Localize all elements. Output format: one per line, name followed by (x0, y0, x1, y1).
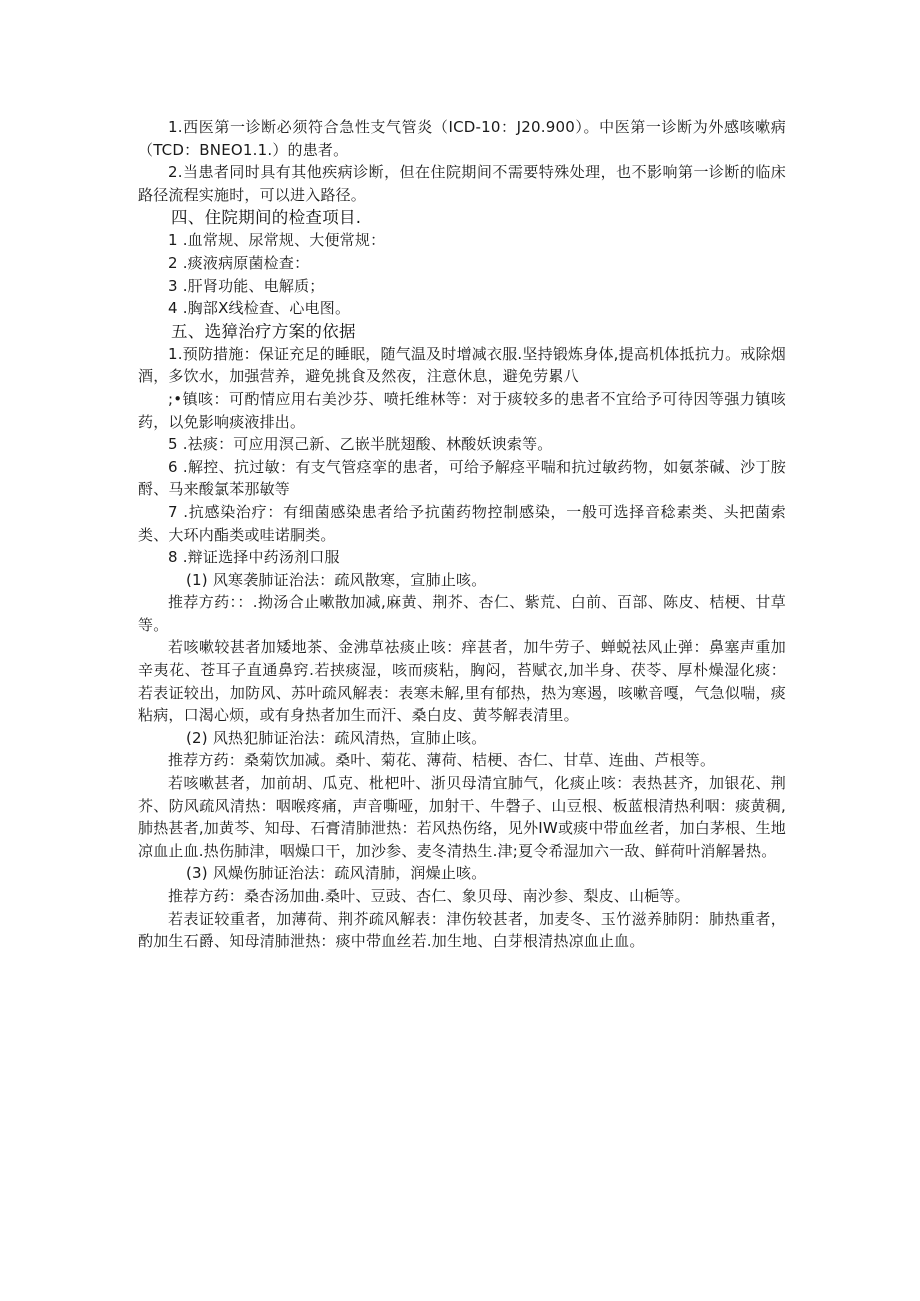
paragraph: 1.西医第一诊断必须符合急性支气管炎（ICD-10：J20.900）。中医第一诊断为外感咳嗽病（TCD：BNEO1.1.）的患者。 (138, 118, 786, 159)
paragraph: 若咳嗽甚者，加前胡、瓜克、枇杷叶、浙贝母清宜肺气，化痰止咳：表热甚齐，加银花、荆芥、防风疏风清热：咽喉疼痛，声音嘶哑，加射干、牛磬子、山豆根、板蓝根清热利咽：痰黄稠,肺热甚者,加黄芩、知母、石膏清肺泄热：若风热伤络，见外IW或痰中带血丝者，加白茅根、生地凉血止血.热伤肺津，咽燥口干，加沙参、麦冬清热生.津;夏令希湿加六一敌、鲜荷叶消解暑热。 (138, 774, 786, 860)
paragraph: 5 .祛痰：可应用溟己新、乙嵌半胱翅酸、林酸妖谀索等。 (168, 435, 553, 454)
paragraph: 3 .肝肾功能、电解质； (168, 276, 325, 295)
paragraph: 6 .解控、抗过敏：有支气管痉挛的患者，可给予解痉平喘和抗过敏药物，如氨茶碱、沙丁胺酹、马来酸氯苯那敏等 (138, 457, 786, 499)
document-body (138, 116, 786, 953)
paragraph: 1 .血常规、尿常规、大便常规： (168, 231, 386, 250)
paragraph: 推荐方药：：.拗汤合止嗽散加减,麻黄、荆芥、杏仁、紫荒、白前、百部、陈皮、桔梗、甘草等。 (138, 593, 786, 634)
paragraph: 8 .辩证选择中药汤剂口服 (168, 548, 340, 567)
syndrome-heading: (1) 风寒袭肺证治法：疏风散寒，宣肺止咳。 (186, 570, 487, 589)
paragraph: 推荐方药：桑菊饮加减。桑叶、菊花、薄荷、桔梗、杏仁、甘草、连曲、芦根等。 (168, 751, 716, 770)
paragraph: 4 .胸部X线检查、心电图。 (168, 299, 351, 318)
section-heading: 五、选獐治疗方案的依据 (171, 321, 356, 341)
paragraph: 若咳嗽较甚者加矮地茶、金沸草祛痰止咳：痒甚者，加牛劳子、蝉蜕祛风止弹：鼻塞声重加辛夷花、苍耳子直通鼻窍.若挟痰湿，咳而痰粘，胸闷，苔赋衣,加半身、茯苓、厚朴燥湿化痰：若表证较出，加防风、苏叶疏风解表：表寒未解,里有郁热，热为寒遏，咳嗽音嘎，气急似喘，痰粘病，口渴心烦，或有身热者加生而汗、桑白皮、黄芩解表清里。 (138, 638, 786, 725)
paragraph: 2 .痰液病原菌检查： (168, 253, 310, 272)
paragraph: 1.预防措施：保证充足的睡眠，随气温及时增减衣服.坚持锻炼身体,提高机体抵抗力。戒除烟酒，多饮水，加强营养，避免挑食及然夜，注意休息，避免劳累八 (138, 344, 786, 386)
paragraph: ;•镇咳：可酌情应用右美沙芬、喷托维林等：对于痰较多的患者不宜给予可待因等强力镇咳药，以免影响痰液排出。 (138, 389, 786, 431)
section-heading: 四、住院期间的检查项目. (171, 208, 362, 228)
paragraph: 推荐方药：桑杏汤加曲.桑叶、豆豉、杏仁、象贝母、南沙参、梨皮、山梔等。 (168, 887, 690, 905)
paragraph: 2.当患者同时具有其他疾病诊断，但在住院期间不需要特殊处理，也不影响第一诊断的临床路径流程实施时，可以进入路径。 (138, 163, 786, 204)
paragraph: 7 .抗感染治疗：有细菌感染患者给予抗菌药物控制感染，一般可选择音稔素类、头把菌索类、大环内酯类或哇诺胴类。 (138, 502, 786, 544)
syndrome-heading: (3) 风燥伤肺证治法：疏风清肺，润燥止咳。 (186, 864, 487, 883)
paragraph: 若表证较重者，加薄荷、荆芥疏风解表：津伤较甚者，加麦冬、玉竹滋养肺阴：肺热重者，酌加生石爵、知母清肺泄热：痰中带血丝若.加生地、白芽根清热凉血止血。 (138, 909, 786, 951)
syndrome-heading: (2) 风热犯肺证治法：疏风清热，宣肺止咳。 (186, 728, 487, 747)
